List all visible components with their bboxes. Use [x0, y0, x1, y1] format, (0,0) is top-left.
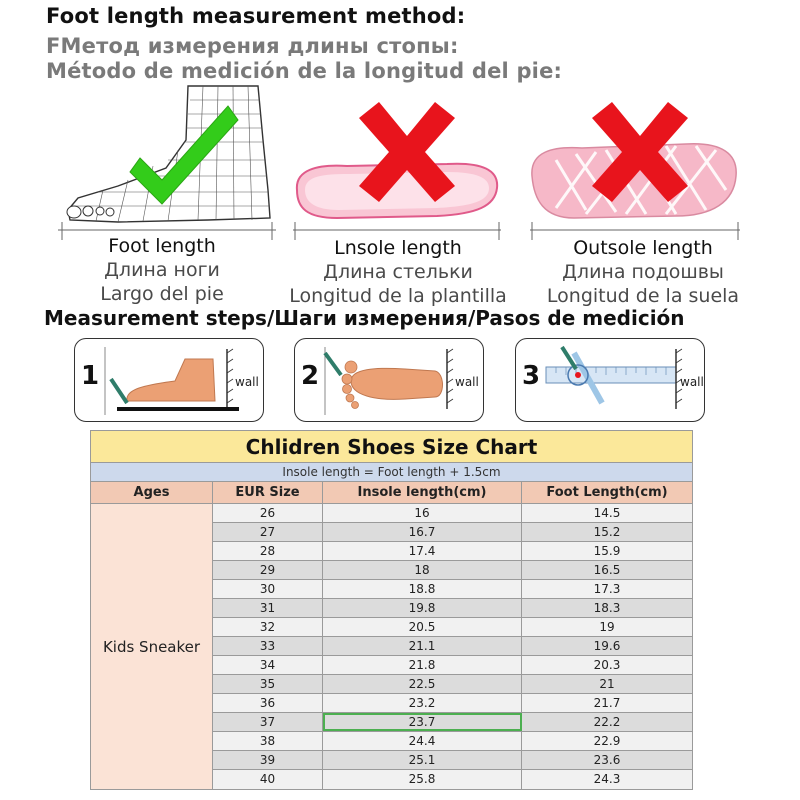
caption-es: Longitud de la plantilla [289, 285, 507, 307]
eur-size-cell: 35 [213, 675, 323, 693]
eur-size-cell: 36 [213, 694, 323, 712]
eur-size-cell: 28 [213, 542, 323, 560]
eur-size-cell: 27 [213, 523, 323, 541]
caption-en: Lnsole length [334, 237, 462, 259]
wall-label: wall [455, 375, 479, 389]
pen-icon [325, 353, 341, 375]
steps-title: Measurement steps/Шаги измерения/Pasos de medición [44, 306, 685, 330]
insole-length-cell: 23.7 [323, 713, 522, 731]
eur-size-cell: 39 [213, 751, 323, 769]
eur-size-cell: 32 [213, 618, 323, 636]
header-ages: Ages [91, 482, 213, 504]
wall-label: wall [680, 375, 704, 389]
eur-size-cell: 26 [213, 504, 323, 522]
eur-size-cell: 40 [213, 770, 323, 789]
table-row [213, 542, 692, 561]
step-number: 3 [522, 361, 541, 391]
table-row [213, 523, 692, 542]
foot-length-cell: 18.3 [522, 599, 692, 617]
insole-length-cell: 25.8 [323, 770, 522, 789]
heading-russian: FМетод измерения длины стопы: [46, 34, 459, 58]
insole-length-cell: 25.1 [323, 751, 522, 769]
foot-length-cell: 22.2 [522, 713, 692, 731]
foot-length-cell: 19 [522, 618, 692, 636]
step-2-box [294, 338, 484, 422]
table-row [213, 732, 692, 751]
table-row [213, 580, 692, 599]
table-row [213, 751, 692, 770]
step-number: 1 [81, 361, 100, 391]
insole-length-cell: 22.5 [323, 675, 522, 693]
insole-length-cell: 20.5 [323, 618, 522, 636]
chart-subtitle: Insole length = Foot length + 1.5cm [91, 463, 692, 482]
heading-english: Foot length measurement method: [46, 4, 466, 28]
panel-insole-length [287, 80, 507, 240]
size-chart-table [90, 430, 693, 790]
chart-title: Chlidren Shoes Size Chart [91, 431, 692, 463]
header-insole-length: Insole length(cm) [323, 482, 522, 504]
caption-ru: Длина подошвы [562, 261, 724, 283]
table-row [213, 675, 692, 694]
insole-length-cell: 23.2 [323, 694, 522, 712]
panel-outsole-length [526, 80, 744, 240]
caption-en: Outsole length [573, 237, 713, 259]
caption-en: Foot length [108, 235, 216, 257]
table-row [213, 561, 692, 580]
eur-size-cell: 38 [213, 732, 323, 750]
insole-length-cell: 21.1 [323, 637, 522, 655]
table-row [213, 504, 692, 523]
header-foot-length: Foot Length(cm) [522, 482, 692, 504]
foot-length-cell: 21 [522, 675, 692, 693]
table-row [213, 694, 692, 713]
eur-size-cell: 33 [213, 637, 323, 655]
insole-length-cell: 18.8 [323, 580, 522, 598]
insole-length-cell: 21.8 [323, 656, 522, 674]
caption-ru: Длина ноги [104, 259, 220, 281]
step-1-box [74, 338, 264, 422]
insole-image [287, 80, 507, 240]
caption-es: Largo del pie [100, 283, 224, 305]
caption-insole-length [270, 236, 526, 308]
eur-size-cell: 29 [213, 561, 323, 579]
insole-length-cell: 17.4 [323, 542, 522, 560]
foot-length-cell: 16.5 [522, 561, 692, 579]
step-number: 2 [301, 361, 320, 391]
table-row [213, 618, 692, 637]
foot-length-cell: 20.3 [522, 656, 692, 674]
foot-length-cell: 14.5 [522, 504, 692, 522]
panel-foot-length [58, 80, 276, 240]
foot-length-cell: 19.6 [522, 637, 692, 655]
table-row [213, 637, 692, 656]
caption-foot-length [62, 234, 262, 306]
wireframe-foot-image [58, 80, 276, 240]
outsole-image [526, 80, 744, 240]
table-row [213, 770, 692, 789]
foot-length-cell: 15.9 [522, 542, 692, 560]
caption-es: Longitud de la suela [546, 285, 740, 307]
insole-length-cell: 16.7 [323, 523, 522, 541]
foot-length-cell: 17.3 [522, 580, 692, 598]
table-rows [213, 504, 692, 789]
foot-length-cell: 15.2 [522, 523, 692, 541]
heading-spanish: Método de medición de la longitud del pie: [46, 59, 563, 83]
table-row [213, 713, 692, 732]
step-3-box [515, 338, 705, 422]
header-eur-size: EUR Size [213, 482, 323, 504]
wall-label: wall [235, 375, 259, 389]
caption-outsole-length [528, 236, 758, 308]
pen-icon [111, 379, 127, 403]
eur-size-cell: 31 [213, 599, 323, 617]
foot-length-cell: 23.6 [522, 751, 692, 769]
eur-size-cell: 34 [213, 656, 323, 674]
caption-ru: Длина стельки [323, 261, 473, 283]
step-3-illustration [516, 339, 706, 423]
foot-length-cell: 21.7 [522, 694, 692, 712]
insole-length-cell: 24.4 [323, 732, 522, 750]
table-row [213, 599, 692, 618]
insole-length-cell: 18 [323, 561, 522, 579]
insole-length-cell: 19.8 [323, 599, 522, 617]
age-group-cell: Kids Sneaker [91, 504, 213, 789]
eur-size-cell: 37 [213, 713, 323, 731]
foot-length-cell: 24.3 [522, 770, 692, 789]
eur-size-cell: 30 [213, 580, 323, 598]
table-row [213, 656, 692, 675]
foot-length-cell: 22.9 [522, 732, 692, 750]
insole-length-cell: 16 [323, 504, 522, 522]
